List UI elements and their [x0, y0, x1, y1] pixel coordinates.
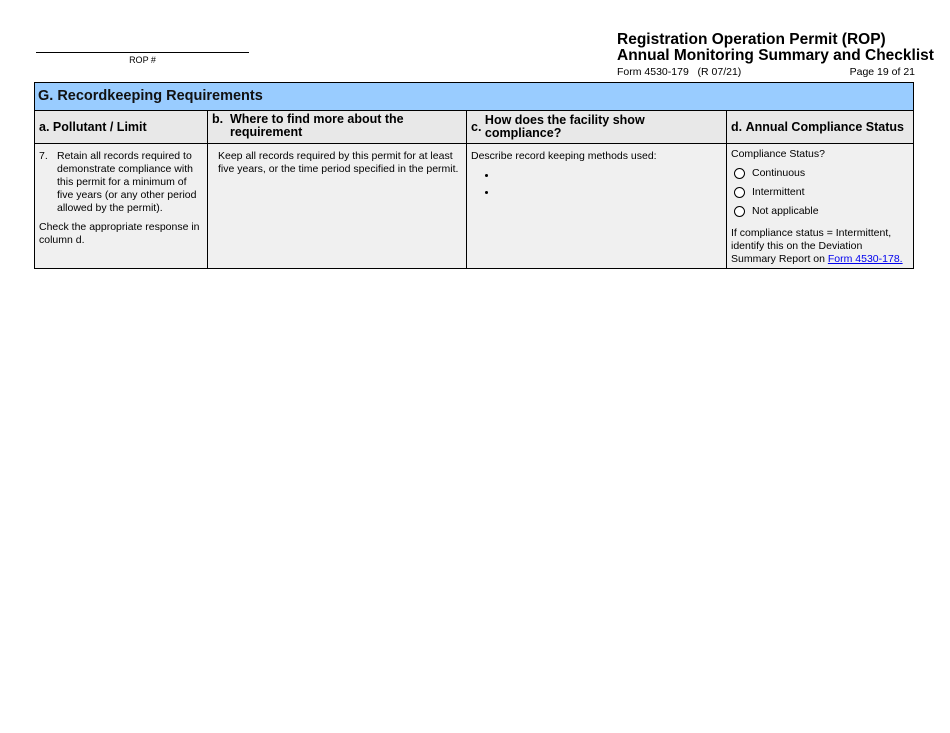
form-meta-line [617, 65, 915, 79]
column-header-compliance-method [467, 111, 727, 143]
compliance-method-cell[interactable] [467, 144, 727, 268]
column-header-label: Annual Compliance Status [745, 119, 904, 134]
status-option-not-applicable[interactable] [731, 202, 909, 221]
deviation-form-link[interactable]: Form 4530-178. [827, 253, 903, 265]
column-header-pollutant [35, 111, 208, 143]
section-title: G. Recordkeeping Requirements [35, 83, 913, 111]
requirement-text: Keep all records required by this permit for at least five years, or the time period specified in the permit. [218, 150, 459, 175]
radio-button-icon[interactable] [734, 187, 745, 198]
rop-number-field[interactable] [36, 52, 249, 65]
method-bullet-item[interactable] [483, 167, 722, 184]
table-row [35, 144, 913, 268]
pollutant-text: Retain all records required to demonstrate compliance with this permit for a minimum of five years (or any other period allowed by the permit). [57, 150, 197, 214]
compliance-status-cell [727, 144, 913, 268]
rop-number-label: ROP # [129, 55, 156, 65]
pollutant-cell [35, 144, 208, 268]
method-bullet-list [483, 167, 722, 201]
check-response-note: Check the appropriate response in column d. [39, 221, 200, 246]
status-option-label: Continuous [752, 167, 806, 179]
form-number: Form 4530-179 (R 07/21) [617, 66, 742, 78]
compliance-prompt: Describe record keeping methods used: [471, 150, 657, 162]
recordkeeping-section [34, 82, 914, 269]
column-header-letter: a. [39, 119, 50, 134]
column-header-letter: d. [731, 119, 743, 134]
bullet-icon [485, 191, 488, 194]
deviation-note-text: If compliance status = Intermittent, identify this on the Deviation Summary Report on [731, 227, 892, 265]
column-header-letter: b. [212, 112, 224, 126]
form-title-line-2: Annual Monitoring Summary and Checklist [617, 47, 934, 64]
column-header-letter: c. [471, 119, 482, 134]
bullet-icon [485, 174, 488, 177]
table-header-row [35, 111, 913, 144]
form-title-line-1: Registration Operation Permit (ROP) [617, 31, 886, 48]
form-title-block [617, 31, 934, 79]
status-option-label: Intermittent [752, 186, 805, 198]
status-option-continuous[interactable] [731, 164, 909, 183]
column-header-label: How does the facility show compliance? [484, 113, 645, 140]
radio-button-icon[interactable] [734, 168, 745, 179]
requirement-cell [208, 144, 467, 268]
column-header-label: Where to find more about the requirement [230, 112, 404, 139]
item-number: 7. [39, 150, 48, 162]
column-header-label: Pollutant / Limit [52, 119, 147, 134]
page-number: Page 19 of 21 [849, 66, 915, 78]
status-option-label: Not applicable [752, 205, 819, 217]
column-header-compliance-status [727, 111, 913, 143]
column-header-requirement [208, 111, 467, 143]
compliance-status-question: Compliance Status? [731, 148, 825, 160]
deviation-note [731, 227, 909, 266]
radio-button-icon[interactable] [734, 206, 745, 217]
method-bullet-item[interactable] [483, 184, 722, 201]
status-option-intermittent[interactable] [731, 183, 909, 202]
